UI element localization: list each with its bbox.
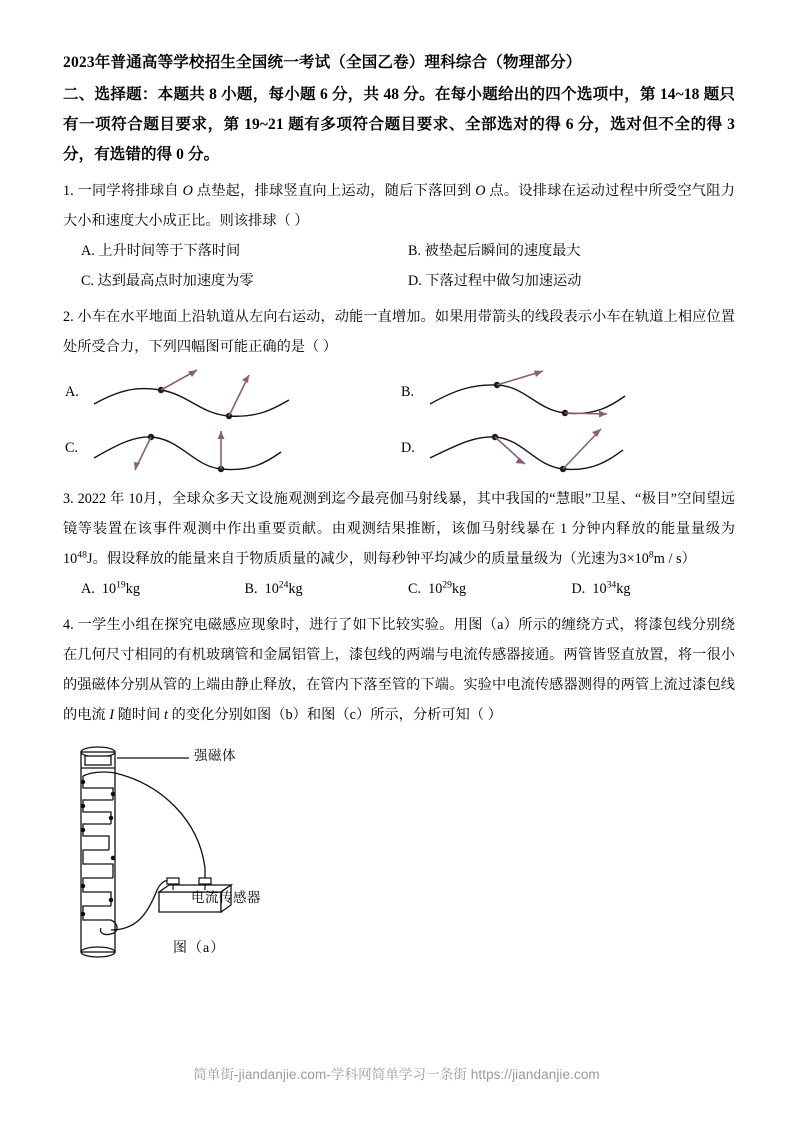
- current-sensor-label: 电流传感器: [191, 890, 261, 905]
- curve-diagram-c: [89, 422, 389, 478]
- question-2-option-b-label: B.: [401, 384, 415, 400]
- question-3-options: [63, 574, 735, 604]
- question-3-option-c[interactable]: C. $10^{29}kg$: [408, 579, 467, 597]
- document-body: [63, 50, 735, 970]
- page-title: 2023年普通高等学校招生全国统一考试（全国乙卷）理科综合（物理部分）: [63, 54, 582, 71]
- question-1-option-d[interactable]: D. 下落过程中做匀加速运动: [408, 273, 582, 289]
- question-2-option-d-label: D.: [401, 440, 415, 456]
- question-2-option-b[interactable]: [399, 366, 735, 422]
- curve-diagram-d: [425, 422, 725, 478]
- question-4: [63, 610, 735, 730]
- question-3-stem: 3. 2022 年 10月，全球众多天文设施观测到迄今最亮伽马射线暴，其中我国的“慧眼”卫星、“极目”空间望远镜等装置在该事件观测中作出重要贡献。由观测结果推断，该伽马射线暴在 1 分钟内释放的能量量级为$10^{48}J$。假设释放的能量来自于物质质量的减少，则每秒钟平均减少的质量量级为（光速为$3\times 10^8m / s$）: [63, 491, 735, 567]
- curve-diagram-a: [89, 366, 389, 422]
- question-2-stem: 2. 小车在水平地面上沿轨道从左向右运动，动能一直增加。如果用带箭头的线段表示小车在轨道上相应位置处所受合力，下列四幅图可能正确的是（ ）: [63, 309, 735, 355]
- question-1-options-row-2: [63, 266, 735, 296]
- question-1-option-c[interactable]: C. 达到最高点时加速度为零: [81, 273, 254, 289]
- question-1-stem: 1. 一同学将排球自 O 点垫起，排球竖直向上运动，随后下落回到 O 点。设排球在运动过程中所受空气阻力大小和速度大小成正比。则该排球（ ）: [63, 183, 735, 229]
- question-2-option-a-label: A.: [65, 384, 79, 400]
- curve-diagram-b: [425, 366, 725, 422]
- section-instruction: 二、选择题：本题共 8 小题，每小题 6 分，共 48 分。在每小题给出的四个选项中，第 14~18 题只有一项符合题目要求，第 19~21 题有多项符合题目要求、全部选对的得 6 分，选对但不全的得 3 分，有选错的得 0 分。: [63, 86, 735, 163]
- question-1-option-b[interactable]: B. 被垫起后瞬间的速度最大: [408, 243, 581, 259]
- question-3-option-a[interactable]: A. $10^{19}kg$: [81, 579, 140, 597]
- question-2-number: 2.: [63, 309, 74, 325]
- tube-body: [81, 752, 115, 952]
- question-2-option-a[interactable]: [63, 366, 399, 422]
- question-3-number: 3.: [63, 491, 74, 507]
- question-2-option-d[interactable]: [399, 422, 735, 478]
- question-4-figure-a: [63, 740, 735, 970]
- question-1: [63, 176, 735, 236]
- question-4-stem: 4. 一学生小组在探究电磁感应现象时，进行了如下比较实验。用图（a）所示的缠绕方式，将漆包线分别绕在几何尺寸相同的有机玻璃管和金属铝管上，漆包线的两端与电流传感器接通。两管皆竖直放置，将一很小的强磁体分别从管的上端由静止释放，在管内下落至管的下端。实验中电流传感器测得的两管上流过漆包线的电流 I 随时间 t 的变化分别如图（b）和图（c）所示，分析可知（ ）: [63, 617, 735, 723]
- question-2: [63, 302, 735, 362]
- magnet-label: 强磁体: [194, 748, 236, 763]
- question-2-option-c-label: C.: [65, 440, 79, 456]
- question-1-option-a[interactable]: A. 上升时间等于下落时间: [81, 243, 241, 259]
- page-footer: 简单街-jiandanjie.com-学科网简单学习一条街 https://jiandanjie.com: [193, 1067, 600, 1082]
- question-1-options-row-1: [63, 236, 735, 266]
- question-3: [63, 484, 735, 574]
- question-4-number: 4.: [63, 617, 74, 633]
- question-1-number: 1.: [63, 183, 74, 199]
- apparatus-diagram: [71, 740, 411, 970]
- figure-a-caption: 图（a）: [173, 941, 226, 956]
- question-2-figures: [63, 366, 735, 478]
- question-3-option-b[interactable]: B. $10^{24}kg$: [244, 579, 303, 597]
- question-2-option-c[interactable]: [63, 422, 399, 478]
- question-3-option-d[interactable]: D. $10^{34}kg$: [571, 579, 631, 597]
